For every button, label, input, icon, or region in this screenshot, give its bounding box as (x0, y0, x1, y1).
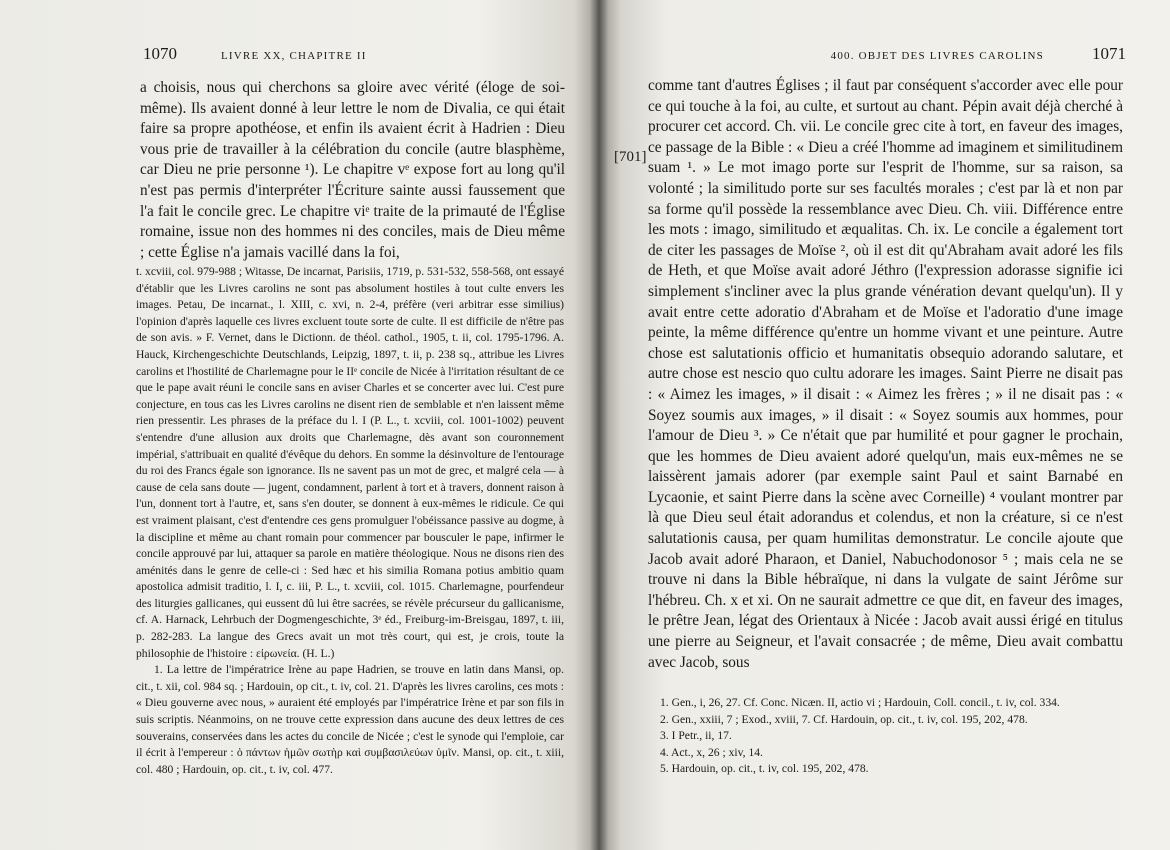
right-footnote-1: 1. Gen., i, 26, 27. Cf. Conc. Nicæn. II, actio vi ; Hardouin, Coll. concil., t. iv, col. 334. (660, 696, 1060, 709)
left-running-head: LIVRE XX, CHAPITRE II (221, 50, 367, 62)
right-page-number: 1071 (1092, 44, 1126, 63)
right-footnote-5: 5. Hardouin, op. cit., t. iv, col. 195, 202, 478. (660, 762, 869, 776)
right-body-paragraph: comme tant d'autres Églises ; il faut par conséquent s'accorder avec elle pour ce qui touche à la foi, au culte, et surtout au chant. Pépin avait déjà cherché à procurer cet accord. Ch. vii. Le concile grec cite à tort, en faveur des images, ce passage de la Bible : « Dieu a créé l'homme ad imaginem et similitudinem suam ¹. » Le mot imago porte sur l'esprit de l'homme, sur sa raison, sa volonté ; la similitudo porte sur ses facultés morales ; c'est par là et non par sa forme qu'il possède la ressemblance avec Dieu. Ch. viii. Différence entre les mots : imago, similitudo et æqualitas. Ch. ix. Le concile a également tort de citer les passages de Moïse ², où il est dit qu'Abraham avait adoré les fils de Heth, et que Moïse avait adoré Jéthro (l'expression adorasse signifie ici simplement s'incliner avec la plus grande vénération devant quelqu'un). Il y avait entre cette adoratio d'Abraham et de Moïse et l'adoratio d'une image peinte, la même différence qu'entre un homme vivant et une peinture. Autre chose est salutationis officio et humanitatis obsequio adorando salutare, et autre chose est nescio quo cultu adorare les images. Saint Pierre ne disait pas : « Aimez les images, » il disait : « Aimez les frères ; » il ne disait pas : « Soyez soumis aux images, » il disait : « Soyez soumis aux hommes, pour l'amour de Dieu ³. » Ce n'était que par humilité et pour gagner le prochain, que les hommes de Dieu avaient adoré quelqu'un, mais eux-mêmes ne se laissèrent jamais adorer (par exemple saint Paul et saint Barnabé en Lycaonie, et saint Pierre dans la scène avec Corneille) ⁴ voulant montrer par là que Dieu seul était adorandus et colendus, et non la créature, si ce n'est salutationis causa, per quam humilitas demonstratur. Le concile ajoute que Jacob avait adoré Pharaon, et Daniel, Nabuchodonosor ⁵ ; mais cela ne se trouve ni dans la Bible hébraïque, ni dans la vulgate de saint Jérôme sur l'hébreu. Ch. x et xi. On ne saurait admettre ce que dit, en faveur des images, le prêtre Jean, légat des Orientaux à Nicée : Jacob avait aussi érigé en titulus une pierre au Seigneur, et l'avait consacrée ; de même, Dieu avait combattu avec Jacob, sous (648, 77, 1123, 671)
left-header (143, 44, 563, 66)
left-body-text (140, 78, 565, 263)
right-page (598, 0, 1170, 850)
left-page-number: 1070 (143, 44, 177, 63)
right-footnotes (648, 695, 1123, 778)
left-footnote-continued: t. xcviii, col. 979-988 ; Witasse, De incarnat, Parisiis, 1719, p. 531-532, 558-568, ont essayé d'établir que les Livres carolins ne sont pas absolument hostiles à tout culte envers les images. Petau, De incarnat., l. XIII, c. xvi, n. 2-4, préfère (veri arbitrar esse similius) l'opinion d'après laquelle ces livres excluent toute sorte de culte. Il est difficile de n'être pas de son avis. » F. Vernet, dans le Dictionn. de théol. cathol., 1905, t. ii, col. 1795-1796. A. Hauck, Kirchengeschichte Deutschlands, Leipzig, 1897, t. ii, p. 238 sq., attribue les Livres carolins et l'hostilité de Charlemagne pour le IIᵉ concile de Nicée à l'irritation résultant de ce que le pape avait réuni le concile sans en aviser Charles et se concerter avec lui. C'est pure conjecture, en tous cas les Livres carolins ne disent rien de semblable et n'en laissent même rien pressentir. Les phrases de la préface du l. I (P. L., t. xcviii, col. 1001-1002) peuvent s'entendre d'une allusion aux droits que Charlemagne, dès avant son couronnement impérial, s'attribuait en qualité d'évêque du dehors. En somme la désinvolture de l'entourage du roi des Francs égale son ignorance. Ils ne savent pas un mot de grec, et malgré cela — à cause de cela sans doute — jugent, condamnent, parlent à tort et à travers, donnent raison à l'un, donnent tort à l'autre, et, sans s'en douter, se donnent à eux-mêmes le ridicule. Ce qui est vraiment plaisant, c'est d'entendre ces gens promulguer l'obéissance passive au dogme, à la discipline et même au chant romain pour commencer par bousculer le pape, infirmer le concile approuvé par lui, attaquer sa parole en matière théologique. Nous ne disons rien des aménités dans le genre de celle-ci : Sed hæc et his similia Romana potius ambitio quam apostolica admisit traditio, l. I, c. iii, P. L., t. xcviii, col. 1015. Charlemagne, pourfendeur des liturgies gallicanes, qui eussent dû lui être sacrées, se révèle précurseur du gallicanisme, cf. A. Harnack, Lehrbuch der Dogmengeschichte, 3ᵉ éd., Freiburg-im-Breisgau, 1897, t. iii, p. 282-283. La langue des Grecs avait un mot très court, qui est, je crois, toute la philosophie de l'histoire : εἰρωνεία. (H. L.) (136, 265, 564, 660)
right-footnote-3: 3. I Petr., ii, 17. (660, 729, 732, 743)
left-footnotes (136, 264, 564, 778)
margin-reference-number: [701] (614, 149, 647, 165)
book-gutter (590, 0, 608, 850)
left-footnote-1: 1. La lettre de l'impératrice Irène au pape Hadrien, se trouve en latin dans Mansi, op. cit., t. xii, col. 984 sq. ; Hardouin, op cit., t. iv, col. 21. D'après les livres carolins, ces mots : « Dieu gouverne avec nous, » auraient été employés par l'impératrice Irène et par son fils in suis scriptis. Néanmoins, on ne trouve cette expression dans aucune des deux lettres de ces souverains, conservées dans les actes du concile de Nicée ; c'est le synode qui l'emploie, car il écrit à l'empereur : ὁ πάντων ἡμῶν σωτὴρ καὶ συμβασιλεύων ὑμῖν. Mansi, op. cit., t. xiii, col. 480 ; Hardouin, op. cit., t. iv, col. 477. (136, 663, 564, 776)
left-body-paragraph: a choisis, nous qui cherchons sa gloire avec vérité (éloge de soi-même). Ils avaient donné à leur lettre le nom de Divalia, ce qui était faire sa propre apothéose, et enfin ils avaient écrit à Hadrien : Dieu vous prie de travailler à la célébration du concile (autre blasphème, car Dieu ne prie personne ¹). Le chapitre vᵉ expose fort au long qu'il n'est pas permis d'interpréter l'Écriture sainte aussi faussement que l'a fait le concile grec. Le chapitre viᵉ traite de la primauté de l'Église romaine, issue non des hommes ni des conciles, mais de Dieu même ; cette Église n'a jamais vacillé dans la foi, (140, 79, 565, 261)
right-header (746, 44, 1126, 66)
right-body-text (648, 76, 1123, 673)
right-footnote-4: 4. Act., x, 26 ; xiv, 14. (660, 745, 763, 759)
right-footnote-2: 2. Gen., xxiii, 7 ; Exod., xviii, 7. Cf. Hardouin, op. cit., t. iv, col. 195, 202, 478. (660, 712, 1028, 726)
right-running-head: 400. OBJET DES LIVRES CAROLINS (830, 50, 1044, 62)
